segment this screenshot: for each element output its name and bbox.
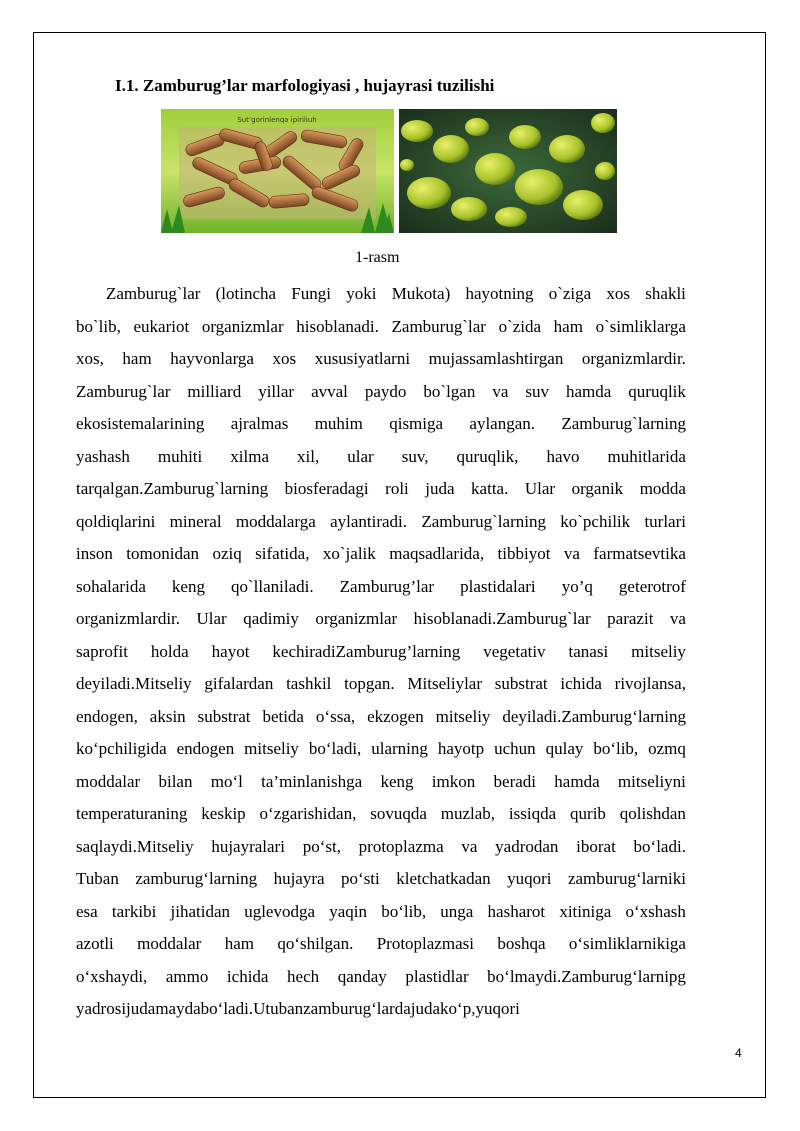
word: Mitseliylar: [407, 674, 483, 693]
word: mitseliyni: [617, 771, 686, 791]
word: tibbiyot: [497, 544, 551, 563]
paragraph-line: [76, 538, 686, 571]
word: substrat: [494, 674, 548, 693]
word: (lotincha: [215, 284, 277, 303]
word: xilma: [230, 446, 270, 466]
word: yuqori: [507, 869, 552, 888]
word: saqlaydi.Mitseliy: [76, 836, 194, 856]
word: U: [253, 999, 266, 1018]
word: Zamburug`larning: [561, 414, 686, 433]
word: yo’q: [561, 576, 593, 596]
word: o‘ssa,: [315, 706, 356, 726]
paragraph-line: [76, 311, 686, 344]
word: va: [669, 609, 686, 628]
word: bo`lgan: [423, 381, 476, 401]
word: moddalarga: [235, 511, 316, 531]
word: temperaturaning: [76, 804, 188, 823]
word: hayotp: [437, 739, 485, 758]
figure-caption: 1-rasm: [355, 249, 400, 266]
bacteria-illustration-left: [161, 109, 394, 233]
word: mujassamlashtirgan: [428, 349, 564, 368]
word: qurib: [570, 804, 606, 823]
word: muzlab,: [440, 804, 496, 823]
word: bo‘lib,: [381, 901, 427, 921]
word: mitseliy: [435, 706, 491, 726]
word: juda: [410, 999, 441, 1018]
word: geterotrof: [618, 576, 686, 596]
word: tashkil: [286, 674, 332, 693]
word: beradi: [493, 771, 537, 791]
word: hujayra: [273, 869, 325, 888]
word: qoldiqlarini: [76, 511, 156, 531]
word: qo‘shilgan.: [277, 934, 354, 953]
word: hech: [287, 966, 320, 986]
word: xususiyatlarni: [314, 349, 411, 368]
word: ham: [224, 934, 254, 953]
word: ko‘p,: [440, 999, 476, 1018]
paragraph-line: [76, 278, 686, 311]
page-number: 4: [735, 1046, 742, 1060]
paragraph-line: [76, 441, 686, 474]
word: hisoblanadi.: [296, 316, 379, 336]
word: qo`llaniladi.: [231, 576, 314, 596]
word: qismiga: [389, 414, 444, 433]
word: qulay: [545, 739, 584, 758]
word: protoplazma: [358, 836, 444, 856]
body-paragraph: [76, 278, 686, 1026]
word: suv: [525, 381, 549, 401]
word: eukariot: [133, 316, 190, 336]
word: yashash: [76, 446, 130, 466]
word: Ular: [524, 479, 556, 498]
paragraph-line: [76, 571, 686, 604]
word: azotli: [76, 934, 114, 953]
word: muhiti: [157, 446, 203, 466]
word: hisoblanadi.Zamburug`lar: [413, 609, 591, 628]
word: mo‘l: [210, 771, 243, 791]
word: Zamburug’lar: [339, 576, 435, 596]
word: milliard: [187, 381, 242, 401]
section-heading: I.1. Zamburug’lar marfologiyasi , hujayrasi tuzilishi: [115, 76, 495, 95]
paragraph-line: [76, 993, 686, 1026]
word: deyiladi.Mitseliy: [76, 674, 192, 693]
word: ammo: [165, 966, 209, 986]
word: mineral: [169, 511, 222, 531]
word: kechiradiZamburug’larning: [272, 641, 461, 661]
word: Fungi: [291, 284, 331, 303]
word: po‘st,: [302, 836, 341, 856]
paragraph-line: [76, 668, 686, 701]
word: moddalar: [137, 934, 202, 953]
word: bo‘ladi.: [633, 836, 686, 856]
word: xos: [272, 349, 297, 368]
paragraph-line: [76, 863, 686, 896]
word: o‘simliklarnikiga: [568, 934, 686, 953]
word: sovuqda: [370, 804, 427, 823]
word: suv,: [401, 446, 429, 466]
word: mitseliy: [244, 739, 299, 758]
word: shakli: [645, 284, 686, 303]
word: quruqlik,: [456, 446, 519, 466]
word: turlari: [644, 511, 686, 531]
word: parazit: [607, 609, 654, 628]
word: ularning: [371, 739, 428, 758]
word: Protoplazmasi: [376, 934, 474, 953]
word: organizmlardir.: [76, 609, 181, 628]
fungi-spores-illustration-right: [399, 109, 617, 233]
word: keng: [380, 771, 414, 791]
word: iborat: [576, 836, 616, 856]
word: hayvonlarga: [170, 349, 254, 368]
word: ham: [553, 316, 583, 336]
word: yillar: [258, 381, 295, 401]
paragraph-line: [76, 636, 686, 669]
paragraph-line: [76, 376, 686, 409]
word: plastidalari: [460, 576, 536, 596]
word: aylangan.: [469, 414, 536, 433]
word: bo‘ladi.: [200, 999, 254, 1018]
word: qolishdan: [619, 804, 686, 823]
word: unga: [440, 901, 474, 921]
word: tarkibi: [111, 901, 157, 921]
word: Mukota): [391, 284, 451, 303]
word: bilan: [158, 771, 193, 791]
word: esa: [76, 901, 98, 921]
word: zamburug‘larning: [135, 869, 258, 888]
paragraph-line: [76, 733, 686, 766]
word: Zamburug`lar: [76, 381, 171, 401]
word: ham: [122, 349, 152, 368]
word: ular: [347, 446, 374, 466]
word: qadimiy: [243, 609, 299, 628]
word: sifatida,: [255, 544, 310, 563]
word: uchun: [494, 739, 536, 758]
banner-text: Sut’gorinlenqa ipiriliuh: [237, 116, 317, 124]
word: aylantiradi.: [330, 511, 408, 531]
word: moddalar: [76, 771, 141, 791]
word: Zamburug`lar: [391, 316, 486, 336]
word: ajralmas: [230, 414, 289, 433]
word: tarqalgan.Zamburug`larning: [76, 479, 269, 498]
word: muhitlarida: [607, 446, 686, 466]
word: inson: [76, 544, 113, 563]
word: Tuban: [76, 869, 119, 888]
word: ekzogen: [367, 706, 424, 726]
word: ta’minlanishga: [261, 771, 363, 791]
word: ekosistemalarining: [76, 414, 205, 433]
word: maqsadlarida,: [389, 544, 485, 563]
word: gifalardan: [204, 674, 274, 693]
word: uglevodga: [244, 901, 316, 921]
word: o‘zgarishidan,: [259, 804, 357, 823]
word: ichida: [560, 674, 602, 693]
word: tanasi: [568, 641, 609, 661]
word: avval: [311, 381, 348, 401]
word: va: [461, 836, 478, 856]
paragraph-line: [76, 343, 686, 376]
paragraph-line: [76, 506, 686, 539]
word: hasharot: [487, 901, 546, 921]
word: ozmq: [648, 739, 686, 758]
word: betida: [262, 706, 304, 726]
word: ko‘pchiligida: [76, 739, 167, 758]
word: Ular: [196, 609, 227, 628]
word: biosferadagi: [284, 479, 369, 498]
word: substrat: [197, 706, 251, 726]
word: xil,: [297, 446, 320, 466]
word: hamda: [565, 381, 612, 401]
word: xo`jalik: [322, 544, 376, 563]
word: oziq: [212, 544, 242, 563]
word: endogen: [176, 739, 235, 758]
paragraph-line: [76, 408, 686, 441]
word: zamburug‘larniki: [567, 869, 686, 888]
word: mitseliy: [631, 641, 686, 661]
word: bo‘lmaydi.Zamburug‘larnipg: [487, 966, 686, 986]
word: tuban: [265, 999, 304, 1018]
word: topgan.: [344, 674, 395, 693]
word: keskip: [201, 804, 246, 823]
word: o`ziga: [548, 284, 592, 303]
word: yadrodan: [495, 836, 559, 856]
word: xos: [606, 284, 631, 303]
word: juda: [126, 999, 156, 1018]
word: yuqori: [475, 999, 520, 1018]
word: quruqlik: [628, 381, 686, 401]
word: zamburug‘larda: [303, 999, 411, 1018]
paragraph-line: [76, 896, 686, 929]
word: juda: [425, 479, 455, 498]
word: havo: [546, 446, 580, 466]
word: mayda: [155, 999, 201, 1018]
word: hayot: [211, 641, 250, 661]
word: Zamburug`larning: [421, 511, 546, 531]
word: o‘xshash: [625, 901, 686, 921]
word: o`simliklarga: [595, 316, 686, 336]
word: yaqin: [329, 901, 368, 921]
word: bo`lib,: [76, 316, 121, 336]
paragraph-line: [76, 831, 686, 864]
paragraph-line: [76, 798, 686, 831]
word: hujayralari: [211, 836, 285, 856]
word: sohalarida: [76, 576, 146, 596]
word: vegetativ: [483, 641, 546, 661]
word: va: [563, 544, 580, 563]
word: xitiniga: [559, 901, 612, 921]
word: ichida: [226, 966, 269, 986]
word: organizmlardir.: [581, 349, 686, 368]
word: saprofit: [76, 641, 128, 661]
word: boshqa: [497, 934, 546, 953]
word: katta.: [471, 479, 509, 498]
word: paydo: [364, 381, 407, 401]
word: holda: [150, 641, 189, 661]
word: yoki: [346, 284, 377, 303]
word: organizmlar: [315, 609, 398, 628]
word: muhim: [314, 414, 363, 433]
word: bo‘ladi,: [308, 739, 362, 758]
paragraph-line: [76, 961, 686, 994]
word: plastidlar: [405, 966, 469, 986]
word: jihatidan: [170, 901, 230, 921]
word: hayotning: [465, 284, 534, 303]
word: modda: [639, 479, 686, 498]
paragraph-line: [76, 473, 686, 506]
word: po‘sti: [341, 869, 380, 888]
word: imkon: [431, 771, 476, 791]
word: keng: [171, 576, 205, 596]
word: farmatsevtika: [593, 544, 686, 563]
word: va: [492, 381, 509, 401]
word: organik: [571, 479, 624, 498]
paragraph-line: [76, 603, 686, 636]
word: xos,: [76, 349, 104, 368]
word: organizmlar: [201, 316, 284, 336]
word: qanday: [337, 966, 387, 986]
word: rivojlansa,: [614, 674, 686, 693]
word: tomonidan: [126, 544, 199, 563]
word: endogen,: [76, 706, 138, 726]
paragraph-line: [76, 766, 686, 799]
paragraph-line: [76, 701, 686, 734]
word: deyiladi.Zamburug‘larning: [502, 706, 686, 726]
word: bo‘lib,: [593, 739, 639, 758]
word: o‘xshaydi,: [76, 966, 148, 986]
word: kletchatkadan: [396, 869, 491, 888]
word: Zamburug`lar: [106, 284, 201, 303]
word: ko`pchilik: [560, 511, 631, 531]
paragraph-line: [76, 928, 686, 961]
word: roli: [385, 479, 409, 498]
word: hamda: [554, 771, 600, 791]
word: yadrosi: [76, 999, 127, 1018]
word: aksin: [149, 706, 186, 726]
word: o`zida: [498, 316, 542, 336]
word: issiqda: [508, 804, 557, 823]
